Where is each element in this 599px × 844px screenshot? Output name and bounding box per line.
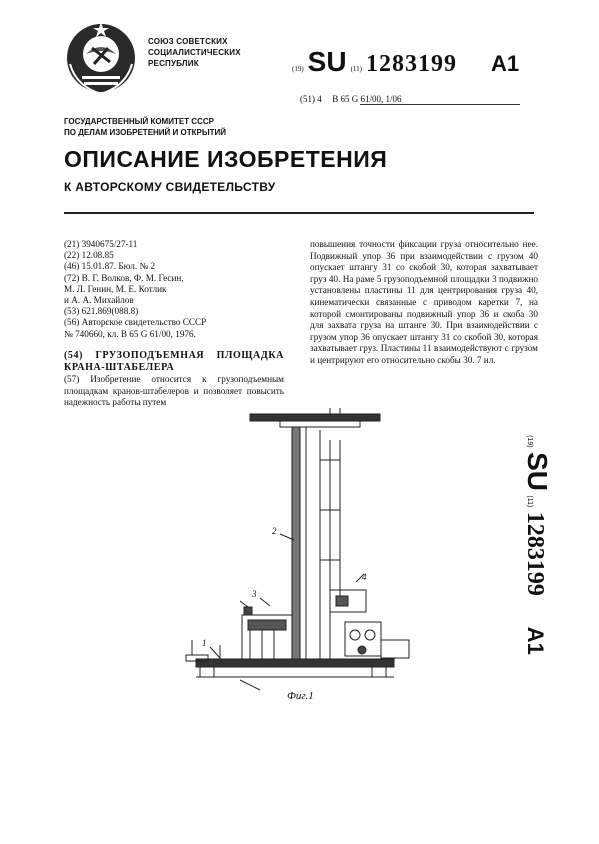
committee-line: ГОСУДАРСТВЕННЫЙ КОМИТЕТ СССР (64, 117, 214, 126)
top-platform (250, 408, 380, 427)
document-title: ОПИСАНИЕ ИЗОБРЕТЕНИЯ (64, 146, 388, 172)
divider (360, 104, 520, 105)
biblio-line: М. Л. Генин, М. Е. Котлик (64, 283, 167, 294)
load-platform (240, 601, 292, 659)
code-19: (19) (292, 65, 304, 73)
biblio-line: и А. А. Михайлов (64, 295, 134, 306)
union-line: РЕСПУБЛИК (148, 59, 199, 68)
code-51: (51) 4 (300, 94, 322, 104)
drawing-label: 3 (252, 589, 257, 599)
biblio-line: (46) 15.01.87. Бюл. № 2 (64, 261, 156, 272)
committee-line: ПО ДЕЛАМ ИЗОБРЕТЕНИЙ И ОТКРЫТИЙ (64, 128, 227, 137)
code-11: (11) (350, 65, 362, 73)
drawing-label: 4 (362, 572, 367, 582)
vertical-publication-number (512, 410, 562, 680)
biblio-line: (21) 3940675/27-11 (64, 239, 138, 249)
union-name (148, 36, 241, 69)
patent-number: 1283199 (365, 51, 457, 77)
abstract-left: (57) Изобретение относится к грузоподъемным площадкам кранов-штабелеров и позволяет повысить надежность работы путем (64, 374, 284, 408)
kind-code: A1 (490, 51, 520, 76)
biblio-line: (22) 12.08.85 (64, 250, 114, 261)
biblio-line: № 740660, кл. В 65 G 61/00, 1976. (64, 328, 196, 339)
carriage-unit (330, 574, 409, 658)
mast (292, 427, 340, 667)
union-line: СОЮЗ СОВЕТСКИХ (148, 37, 228, 46)
union-line: СОЦИАЛИСТИЧЕСКИХ (148, 48, 241, 57)
country-code: SU (522, 452, 553, 491)
biblio-line: (56) Авторское свидетельство СССР (64, 317, 207, 328)
bibliographic-data (64, 239, 292, 340)
technical-drawing (180, 400, 420, 710)
biblio-line: (72) В. Г. Волков, Ф. М. Гесин, (64, 272, 184, 283)
invention-title: (54) ГРУЗОПОДЪЕМНАЯ ПЛОЩАДКА КРАНА-ШТАБЕЛЕРА (64, 350, 284, 373)
committee-name (64, 116, 226, 138)
divider (64, 212, 534, 214)
code-19: (19) (526, 435, 533, 448)
patent-number: 1283199 (522, 511, 548, 596)
publication-number (292, 46, 519, 76)
ipc-classification (300, 94, 402, 104)
figure-caption: Фиг.1 (287, 690, 314, 702)
document-subtitle: К АВТОРСКОМУ СВИДЕТЕЛЬСТВУ (64, 180, 276, 194)
drawing-label: 2 (272, 526, 277, 536)
kind-code: A1 (523, 626, 548, 655)
code-11: (11) (526, 495, 533, 508)
country-code: SU (307, 46, 347, 77)
ipc-value: B 65 G 61/00, 1/06 (332, 94, 402, 104)
drawing-label: 1 (202, 638, 207, 648)
ussr-emblem-icon (62, 18, 140, 98)
biblio-line: (53) 621.869(088.8) (64, 306, 139, 317)
abstract-right: повышения точности фиксации груза относительно нее. Подвижный упор 36 при взаимодействии с грузом 40 опускает штангу 31 со скобой 30, которая захватывает груз 40. На раме 5 грузоподъемной площадки 3 подвижно установлены пластины 11 для центрирования груза 40, кинематически связанные с приводом каретки 7, на которой смонтированы подвижный упор 36 и скоба 30 для захвата груза на штанге 30. При взаимодействии с грузом упор 36 опускает штангу 31 со скобой 30, которая захватывает груз. Пластины 11 взаимодействуют с грузом и центрируют его относительно скобы 30. 7 ил. (310, 239, 538, 365)
